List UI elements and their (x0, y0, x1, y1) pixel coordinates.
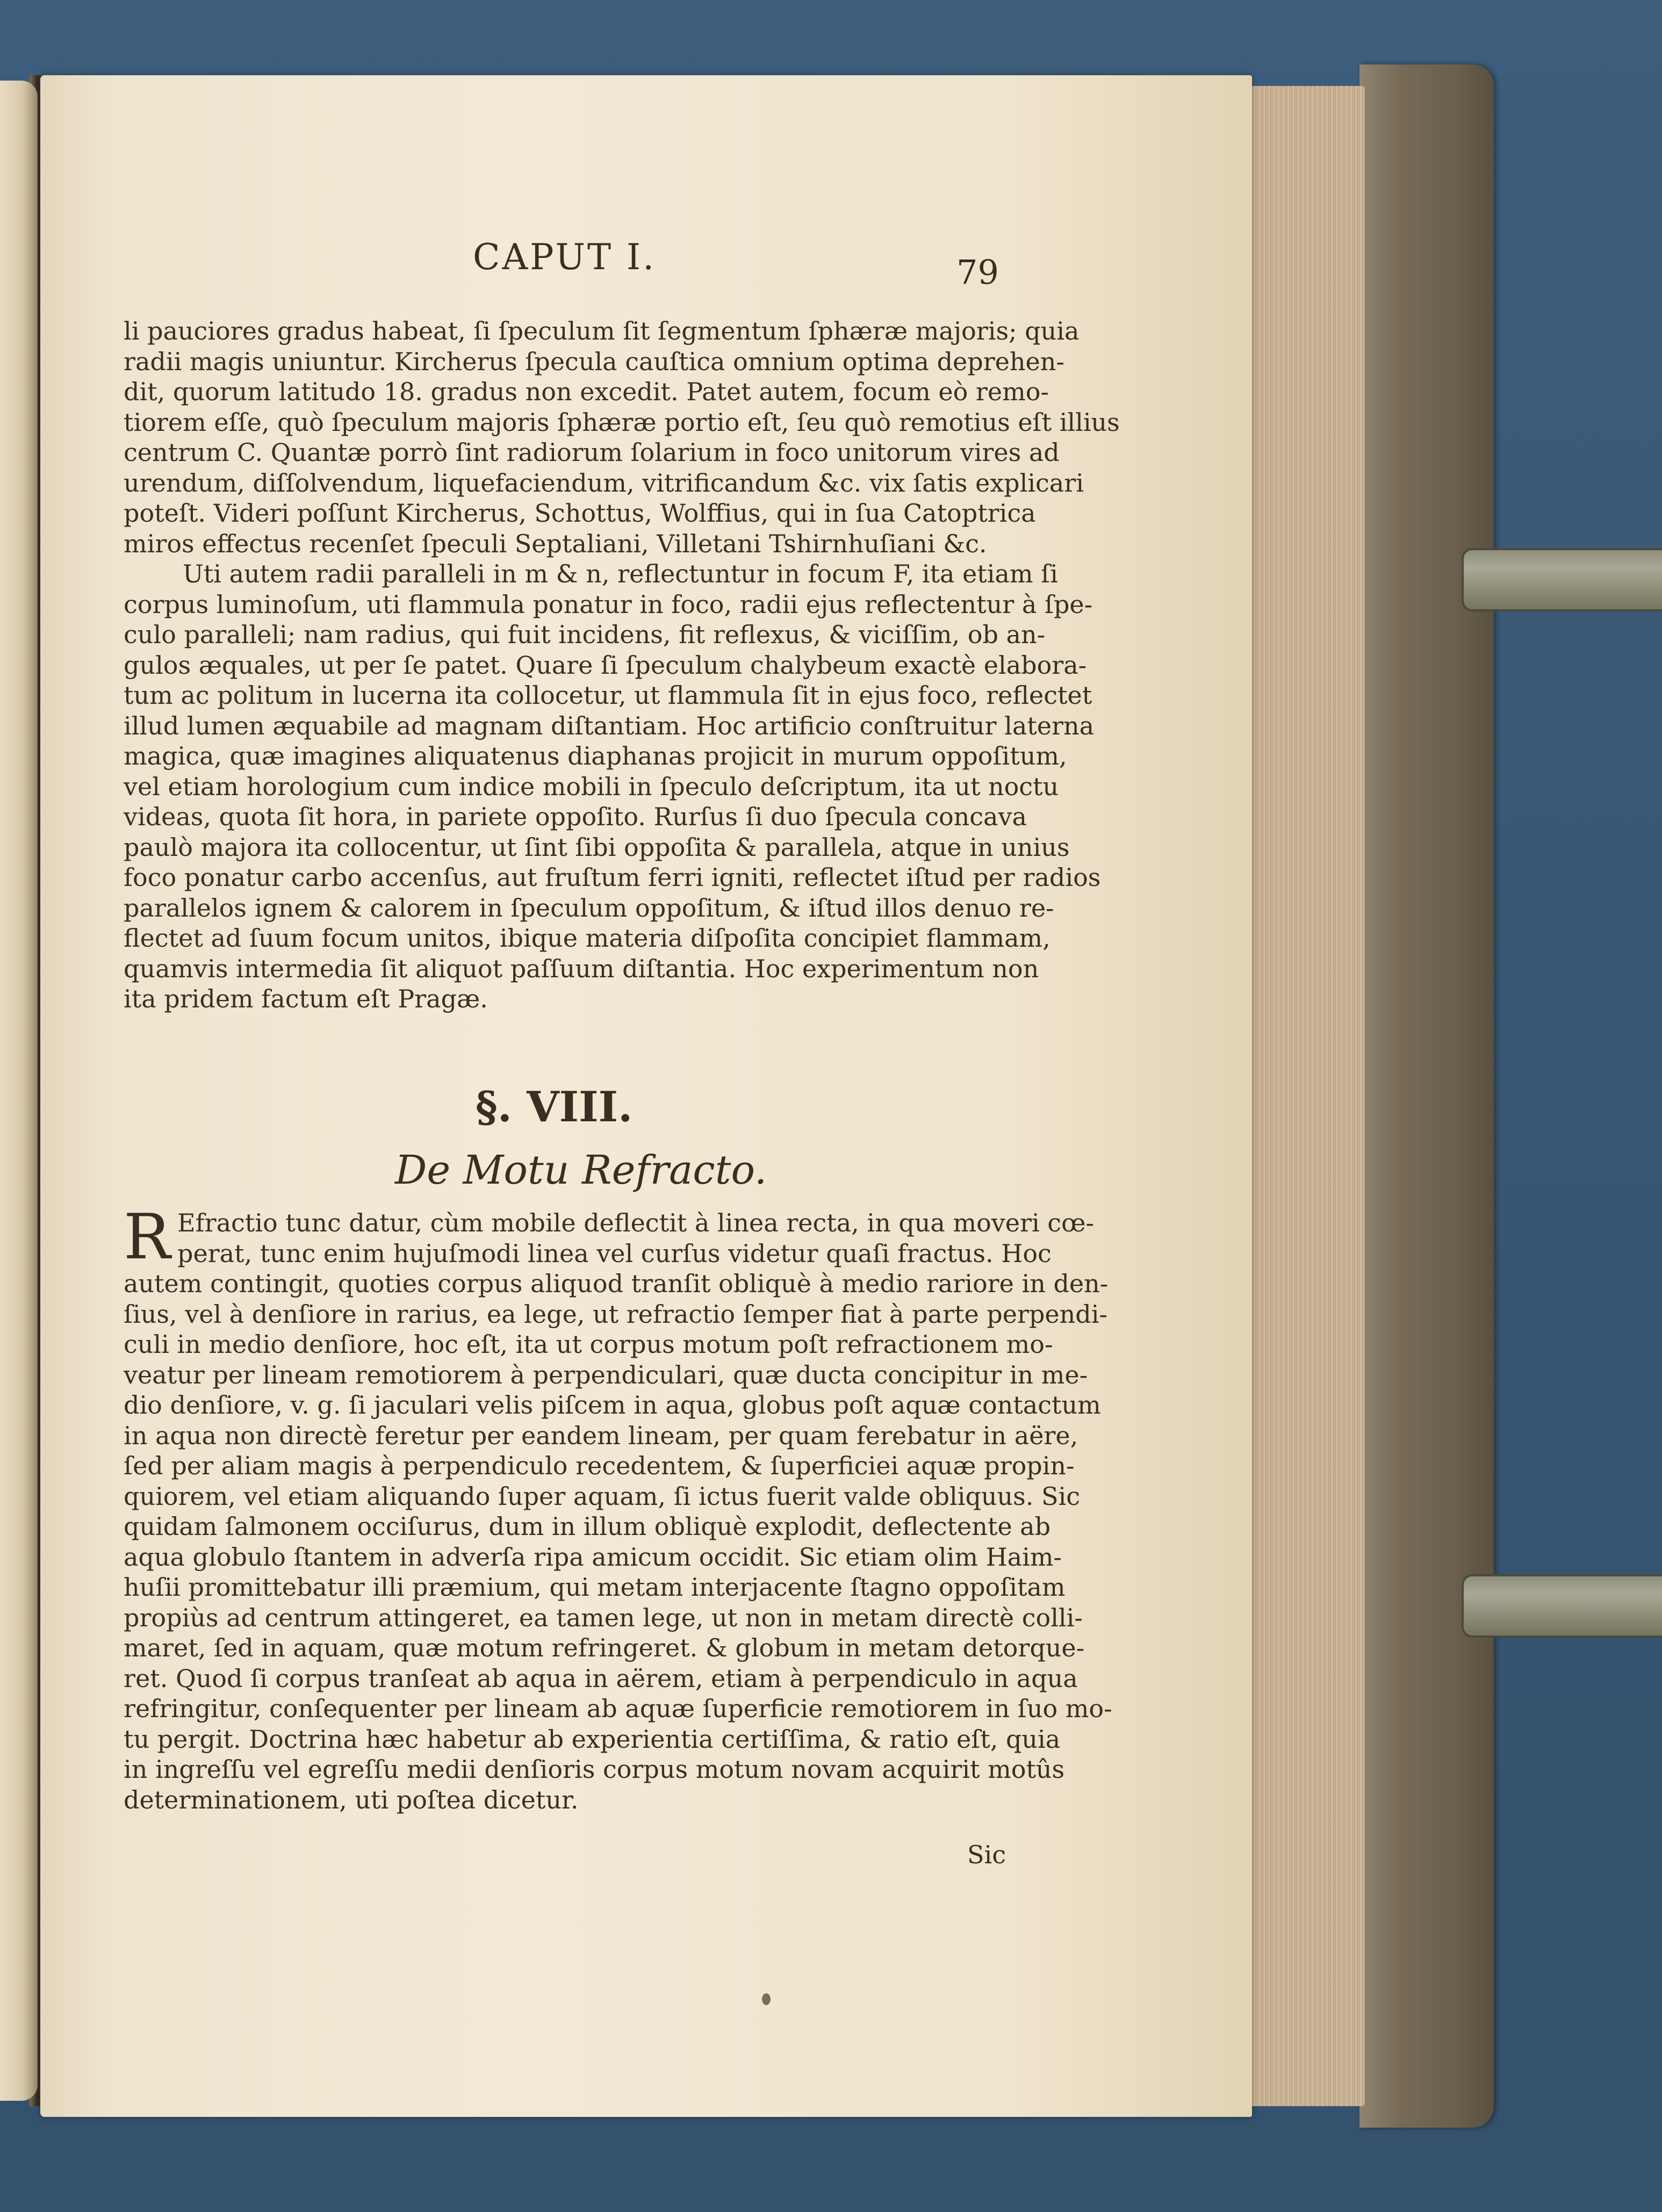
text-line: in aqua non directè feretur per eandem lineam, per quam ferebatur in aëre, (124, 1421, 1078, 1450)
text-line: tu pergit. Doctrina hæc habetur ab experientia certiſſima, & ratio eſt, quia (124, 1724, 1061, 1754)
left-page-edge (0, 81, 38, 2101)
text-line: autem contingit, quoties corpus aliquod tranſit obliquè à medio rariore in den- (124, 1269, 1109, 1298)
running-head: CAPUT I. (473, 236, 657, 278)
text-line: miros effectus recenſet ſpeculi Septaliani, Villetani Tshirnhuſiani &c. (124, 529, 987, 558)
text-line: determinationem, uti poſtea dicetur. (124, 1785, 579, 1814)
text-line: urendum, diſſolvendum, liquefaciendum, vitrificandum &c. vix ſatis explicari (124, 468, 1084, 498)
text-line: paulò majora ita collocentur, ut ſint ſibi oppoſita & parallela, atque in unius (124, 832, 1070, 862)
text-line: parallelos ignem & calorem in ſpeculum oppoſitum, & iſtud illos denuo re- (124, 893, 1054, 923)
text-line: centrum C. Quantæ porrò ſint radiorum ſolarium in foco unitorum vires ad (124, 438, 1060, 467)
text-line: quidam ſalmonem occiſurus, dum in illum obliquè explodit, deflectente ab (124, 1512, 1051, 1541)
paragraph-1 (124, 316, 1120, 1014)
text-line: videas, quota ſit hora, in pariete oppoſito. Rurſus ſi duo ſpecula concava (124, 802, 1027, 831)
text-line: poteſt. Videri poſſunt Kircherus, Schottus, Wolffius, qui in ſua Catoptrica (124, 499, 1036, 528)
text-line: corpus luminoſum, uti flammula ponatur in foco, radii ejus reflectentur à ſpe- (124, 589, 1093, 619)
text-line: perat, tunc enim hujuſmodi linea vel curſus videtur quaſi fractus. Hoc (177, 1238, 1052, 1268)
text-line: maret, ſed in aquam, quæ motum refringeret. & globum in metam detorque- (124, 1633, 1085, 1662)
text-line: li pauciores gradus habeat, ſi ſpeculum ſit ſegmentum ſphæræ majoris; quia (124, 316, 1080, 345)
text-line: culi in medio denſiore, hoc eſt, ita ut corpus motum poſt refractionem mo- (124, 1330, 1053, 1359)
text-line: quiorem, vel etiam aliquando ſuper aquam, ſi ictus fuerit valde obliquus. Sic (124, 1481, 1081, 1511)
page-number: 79 (956, 253, 999, 292)
page-block-edges (1247, 86, 1365, 2106)
text-line: Uti autem radii paralleli in m & n, reflectuntur in focum F, ita etiam ſi (183, 559, 1058, 588)
section-title: De Motu Refracto. (395, 1147, 767, 1193)
text-line: ita pridem factum eſt Pragæ. (124, 984, 488, 1013)
text-line: magica, quæ imagines aliquatenus diaphanas projicit in murum oppoſitum, (124, 741, 1067, 770)
text-line: quamvis intermedia ſit aliquot paſſuum diſtantia. Hoc experimentum non (124, 954, 1039, 983)
text-line: propiùs ad centrum attingeret, ea tamen lege, ut non in metam directè colli- (124, 1603, 1083, 1632)
text-line: aqua globulo ſtantem in adverſa ripa amicum occidit. Sic etiam olim Haim- (124, 1542, 1062, 1572)
text-line: ret. Quod ſi corpus tranſeat ab aqua in aërem, etiam à perpendiculo in aqua (124, 1663, 1078, 1693)
clasp-bottom (1462, 1574, 1662, 1638)
section-mark: §. VIII. (476, 1083, 633, 1132)
text-line: foco ponatur carbo accenſus, aut fruſtum ferri igniti, reflectet iſtud per radios (124, 863, 1101, 892)
text-line: dit, quorum latitudo 18. gradus non excedit. Patet autem, focum eò remo- (124, 377, 1049, 406)
text-line: illud lumen æquabile ad magnam diſtantiam. Hoc artificio conſtruitur laterna (124, 711, 1094, 740)
text-line: huſii promittebatur illi præmium, qui metam interjacente ſtagno oppoſitam (124, 1573, 1066, 1602)
catchword: Sic (967, 1840, 1006, 1869)
text-line: tum ac politum in lucerna ita collocetur, ut flammula ſit in ejus foco, reflectet (124, 681, 1092, 710)
text-line: culo paralleli; nam radius, qui fuit incidens, fit reflexus, & viciſſim, ob an- (124, 620, 1046, 649)
text-line: veatur per lineam remotiorem à perpendiculari, quæ ducta concipitur in me- (124, 1360, 1088, 1389)
text-line: flectet ad ſuum focum unitos, ibique materia diſpoſita concipiet flammam, (124, 924, 1051, 953)
text-line: in ingreſſu vel egreſſu medii denſioris corpus motum novam acquirit motûs (124, 1755, 1065, 1784)
text-line: ſed per aliam magis à perpendiculo recedentem, & ſuperficiei aquæ propin- (124, 1451, 1075, 1480)
ink-dot (762, 1993, 771, 2005)
drop-cap: R (124, 1201, 171, 1273)
clasp-top (1462, 548, 1662, 611)
paragraph-2 (124, 1201, 1112, 1815)
text-line: refringitur, conſequenter per lineam ab aquæ ſuperficie remotiorem in ſuo mo- (124, 1694, 1112, 1723)
text-line: gulos æquales, ut per ſe patet. Quare ſi ſpeculum chalybeum exactè elabora- (124, 650, 1087, 680)
text-line: radii magis uniuntur. Kircherus ſpecula cauſtica omnium optima deprehen- (124, 347, 1064, 376)
text-line: vel etiam horologium cum indice mobili in ſpeculo deſcriptum, ita ut noctu (124, 772, 1059, 801)
text-line: tiorem eſſe, quò ſpeculum majoris ſphæræ portio eſt, ſeu quò remotius eſt illius (124, 407, 1120, 437)
text-line: dio denſiore, v. g. ſi jaculari velis piſcem in aqua, globus poſt aquæ contactum (124, 1390, 1101, 1420)
text-line: Efractio tunc datur, cùm mobile deflectit à linea recta, in qua moveri cœ- (177, 1208, 1095, 1237)
text-line: ſius, vel à denſiore in rarius, ea lege, ut refractio ſemper fiat à parte perpendi- (124, 1299, 1107, 1329)
book-cover-edge (1359, 64, 1494, 2128)
